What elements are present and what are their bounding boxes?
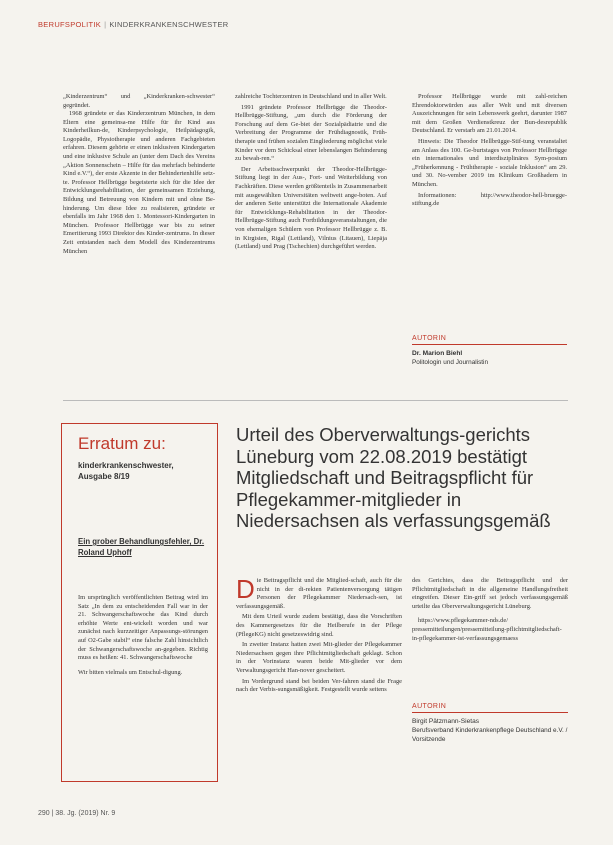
info-link[interactable]: Informationen: http://www.theodor-hell-bruegge-stiftung.de <box>412 191 567 208</box>
paragraph: „Kinderzentrum“ und „Kinderkranken-schwester“ gegründet. <box>63 93 215 109</box>
paragraph: Professor Hellbrügge wurde mit zahl-reichen Ehrendoktorwürden aus aller Welt und mit diversen Auszeichnungen für sein Lebenswerk geehrt, darunter 1987 mit dem Großen Verdienstkreuz der Bun-desrepublik Deutschland. Er verstarb am 21.01.2014. <box>412 93 567 135</box>
lead-paragraph <box>236 574 402 611</box>
erratum-box <box>61 423 218 782</box>
magazine-name: KINDERKRANKENSCHWESTER <box>109 20 229 29</box>
author-name: Birgit Pätzmann-Sietas <box>412 718 480 725</box>
main-headline: Urteil des Oberverwaltungs-gerichts Lüneburg vom 22.08.2019 bestätigt Mitgliedschaft und Beitragspflicht für Pflegekammer-mitglieder in Niedersachsen als verfassungsgemäß <box>236 424 551 531</box>
top-article-column-2 <box>235 93 387 254</box>
main-author-box <box>412 703 568 744</box>
top-article-column-3 <box>412 93 567 211</box>
drop-cap: D <box>236 574 255 604</box>
page-header <box>38 20 228 29</box>
paragraph: Im Vordergrund stand bei beiden Ver-fahren stand die Frage nach der Verbis-sungsmäßigkeit. Festgestellt wurde seitens <box>236 677 402 694</box>
main-article-column-2 <box>412 577 568 645</box>
paragraph: Hinweis: Die Theodor Hellbrügge-Stif-tung veranstaltet am Anlass des 100. Ge-burtstages von Professor Hellbrügge ein internationales und interdisziplinäres Sym-posium „Früherkennung - Frühtherapie - soziale Inklusion“ am 29. und 30. No-vember 2019 im Klinikum Großhadern in München. <box>412 137 567 188</box>
author-role: Politologin und Journalistin <box>412 359 489 366</box>
paragraph: des Gerichtes, dass die Beitragspflicht und der Pflichtmitgliedschaft in die allgemeine Handlungsfreiheit eingreifen. Dieser Ein-griff sei jedoch verfassungsgemäß urteilte das Oberverwaltungsgericht Lüneburg. <box>412 577 568 610</box>
section-label: BERUFSPOLITIK <box>38 20 102 29</box>
header-separator: | <box>104 20 107 29</box>
lead-text: ie Beitragspflicht und die Mitglied-schaft, auch für die nicht in der di-rekten Patientenversorgung tätigen Personen der Pflegekammer Niedersach-sen, ist verfassungsgemäß. <box>236 577 402 610</box>
erratum-paragraph: Wir bitten vielmals um Entschul-digung. <box>78 668 183 676</box>
paragraph: zahlreiche Tochterzentren in Deutschland und in aller Welt. <box>235 93 387 100</box>
erratum-article: Ein grober Behandlungsfehler, Dr. Roland Uphoff <box>78 537 205 557</box>
author-role: Berufsverband Kinderkrankenpflege Deutschland e.V. / Vorsitzende <box>412 727 568 743</box>
source-link[interactable]: https://www.pflegekammer-nds.de/ pressemitteilungen/pressemitteilung-pflichtmitgliedschaft-in-pflegekammer-ist-verfassungsgemaess <box>412 617 562 642</box>
top-article-column-1b <box>63 110 215 258</box>
main-article-column-1 <box>236 574 402 697</box>
paragraph: 1991 gründete Professor Hellbrügge die Theodor-Hellbrügge-Stiftung, „um durch die Förderung der Forschung auf dem Ge-biet der Sozialpädiatrie und die Verbreitung der Programme der Frühdiagnostik, Früh-therapie und frühen sozialen Eingliederung möglichst viele Kinder vor dem Schicksal einer lebenslangen Behinderung zu bewah-ren.“ <box>235 103 387 163</box>
erratum-paragraph: Im ursprünglich veröffentlichten Beitrag wird im Satz „In dem zu entscheidenden Fall war in der 21. Schwangerschaftswoche das Kind durch erhöhte Werte ent-wickelt worden und war zunächst nach kurzzeitiger Anpassungs-störungen auf O2-Gabe stabil“ eine falsche Zahl hinsichtlich der Schwangerschaftswoche an-gegeben. Richtig muss es heißen: 41. Schwangerschaftswoche <box>78 594 208 662</box>
author-name: Dr. Marion Biehl <box>412 350 463 357</box>
paragraph: Mit dem Urteil wurde zudem bestätigt, dass die Vorschriften des Kammergesetzes für die Heilberufe in der Pflege (PflegeKG) nicht gesetzeswidrig sind. <box>236 613 402 638</box>
paragraph: 1968 gründete er das Kinderzentrum München, in dem Eltern eine gemeinsa-me Hilfe für ihr Kind aus Kinderheilkun-de, Kinderpsychologie, Heilpädagogik, Logopädie, Physiotherapie und anderen Fachgebieten erfahren. Diesem gehörte er einen inklusiven Kindergarten und eine inklusive Schule an (unter dem Dach des Vereins „Aktion Sonnenschein – Hilfe für das mehrfach behinderte Kind e.V.“), der erste Akzente in der Behindertenhilfe setz-te. Professor Hellbrügge begeisterte sich für die Idee der Entwicklungsrehabilitation, der gemeinsamen Erziehung, Bildung und Betreuung von Kindern mit und ohne Be-hinderung. Um diese Idee zu realisieren, gründete er ebenfalls im Jahr 1968 den 1. Montessori-Kindergarten in München. Professor Hellbrügge war bis zu seiner Emeritierung 1993 Direktor des Kinder-zentrums. In dieser Zeit entstanden nach dem Modell des Kinderzentrums München <box>63 110 215 255</box>
erratum-title: Erratum zu: <box>78 434 166 453</box>
erratum-source: kinderkrankenschwester, Ausgabe 8/19 <box>78 461 174 481</box>
paragraph: Der Arbeitsschwerpunkt der Theodor-Hellbrügge-Stiftung liegt in der Aus-, Fort- und Weiterbildung von Fachkräften. Diese werden größtenteils in Zusammenarbeit mit ausgewählten Universitäten weltweit ange-boten. Auf der anderen Seite unterstützt die Internationale Akademie für Entwicklungs-Rehabilitation in der Theodor-Hellbrügge-Stiftung auch Fortbildungsveranstaltungen, die von ehemaligen Schülern von Professor Hellbrügge z. B. in Kirgisien, Rigal (Lettland), Vilnius (Litauen), Liepāja (Lettland) und Prag (Tschechien) durchgeführt werden. <box>235 165 387 251</box>
top-author-box <box>412 335 567 367</box>
page-footer: 290 | 38. Jg. (2019) Nr. 9 <box>38 810 116 817</box>
erratum-body <box>78 594 208 683</box>
author-label: AUTORIN <box>412 335 567 345</box>
paragraph: In zweiter Instanz hatten zwei Mit-glieder der Pflegekammer Niedersachsen gegen ihre Pflichtmitgliedschaft geklagt. Schon in der Vorinstanz waren beide Mit-glieder vor dem Verwaltungsgericht Han-nover gescheitert. <box>236 641 402 674</box>
section-divider <box>63 400 568 401</box>
author-label: AUTORIN <box>412 703 568 713</box>
